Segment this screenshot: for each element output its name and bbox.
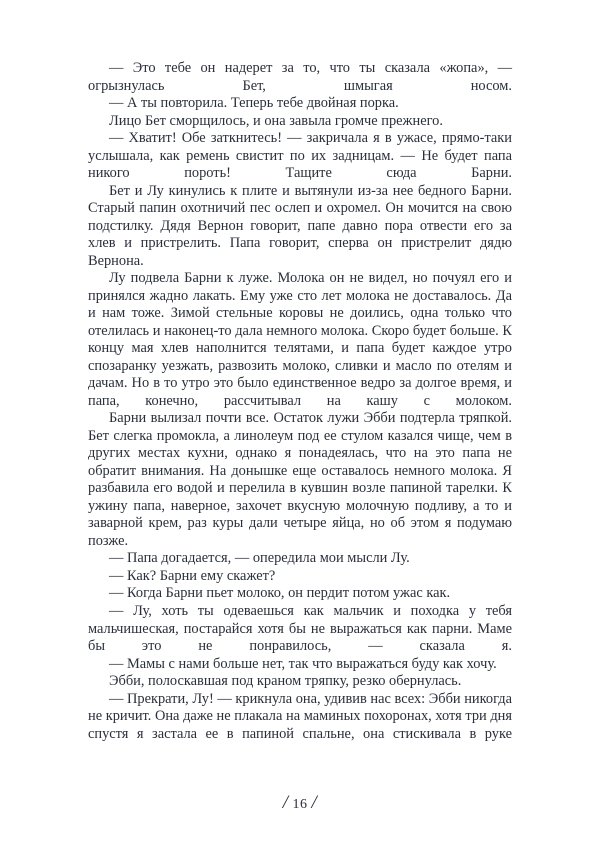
folio-right-slash: / (311, 792, 318, 813)
paragraph: — Хватит! Обе заткнитесь! — закричала я в ужасе, прямо-таки услышала, как ремень свистит по их задницам. — Не будет папа никого пороть! Тащите сюда Барни. (88, 130, 512, 182)
folio-left-slash: / (282, 792, 289, 813)
folio-number: 16 (292, 797, 308, 812)
page-number-footer (0, 792, 600, 814)
paragraph: Эбби, полоскавшая под краном тряпку, резко обернулась. (109, 673, 462, 690)
paragraph: — Прекрати, Лу! — крикнула она, удивив нас всех: Эбби никогда не кричит. Она даже не плакала на маминых похоронах, хотя три дня спустя я застала ее в папиной спальне, она стискивала в руке (88, 690, 512, 742)
paragraph: — А ты повторила. Теперь тебе двойная порка. (109, 95, 399, 112)
paragraph: Лицо Бет сморщилось, и она завыла громче прежнего. (109, 112, 443, 129)
paragraph: — Мамы с нами больше нет, так что выражаться буду как хочу. (109, 655, 497, 672)
paragraph: — Папа догадается, — опередила мои мысли Лу. (109, 550, 410, 567)
paragraph: — Как? Барни ему скажет? (109, 567, 276, 584)
paragraph: — Когда Барни пьет молоко, он пердит потом ужас как. (109, 585, 451, 602)
paragraph: — Это тебе он надерет за то, что ты сказала «жопа», — огрызнулась Бет, шмыгая носом. (88, 60, 512, 94)
page-body-text (88, 60, 512, 743)
paragraph: Барни вылизал почти все. Остаток лужи Эбби подтерла тряпкой. Бет слегка промокла, а линолеум под ее стулом казался чище, чем в других местах кухни, однако я понадеялась, что на это папа не обратит внимания. На донышке еще оставалось немного молока. Я разбавила его водой и перелила в кувшин возле папиной тарелки. К ужину папа, наверное, захочет вкусную молочную подливу, а то и заварной крем, раз куры дали четыре яйца, но об этом я подумаю позже. (88, 410, 512, 549)
paragraph: Лу подвела Барни к луже. Молока он не видел, но почуял его и принялся жадно лакать. Ему уже сто лет молока не доставалось. Да и нам тоже. Зимой стельные коровы не доились, одна только что отелилась и наконец-то дала немного молока. Скоро будет больше. К концу мая хлев наполнится телятами, и папа будет каждое утро спозаранку уезжать, развозить молоко, сливки и масло по отелям и дачам. Но в то утро это было единственное ведро за долгое время, и папа, конечно, рассчитывал на кашу с молоком. (88, 270, 512, 409)
paragraph: — Лу, хоть ты одеваешься как мальчик и походка у тебя мальчишеская, постарайся хотя бы не выражаться как парни. Маме бы это не понравилось, — сказала я. (88, 602, 512, 655)
paragraph: Бет и Лу кинулись к плите и вытянули из-за нее бедного Барни. Старый папин охотничий пес ослеп и охромел. Он мочится на свою подстилку. Дядя Вернон говорит, папе давно пора отвести его за хлев и пристрелить. Папа говорит, сперва он пристрелит дядю Вернона. (88, 182, 512, 269)
